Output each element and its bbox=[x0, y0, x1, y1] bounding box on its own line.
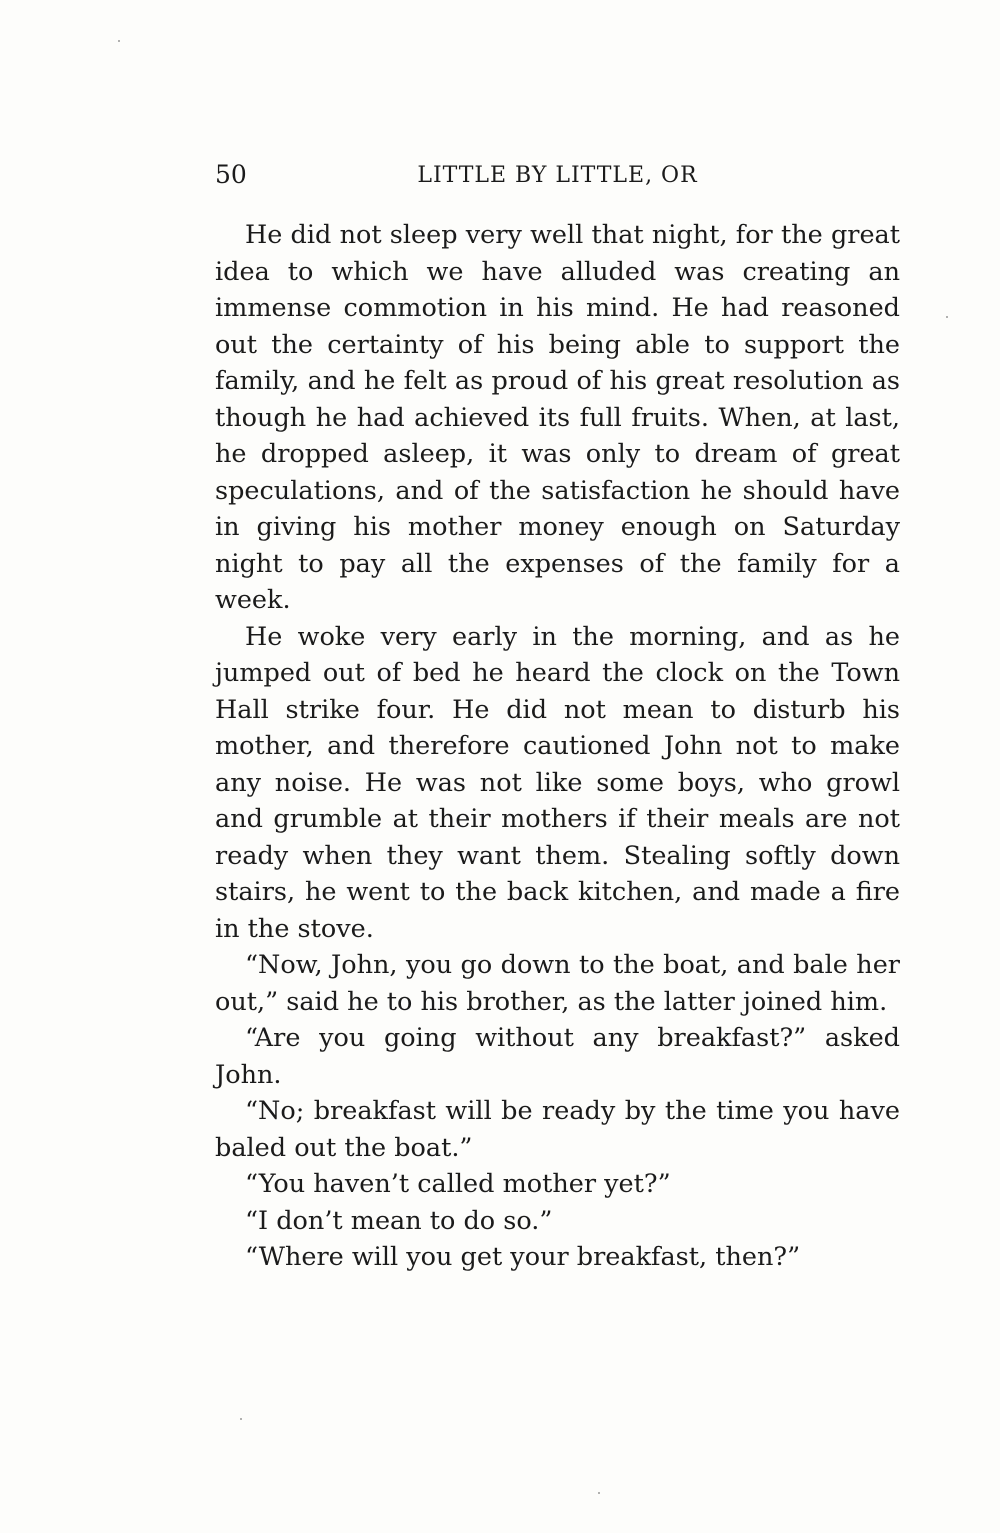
speck bbox=[240, 1418, 242, 1420]
paragraph: “I don’t mean to do so.” bbox=[245, 1205, 553, 1236]
paragraph: “Where will you get your breakfast, then?” bbox=[245, 1242, 801, 1272]
page-number: 50 bbox=[215, 160, 247, 189]
speck bbox=[946, 316, 948, 318]
paragraph: “No; breakfast will be ready by the time you have baled out the boat.” bbox=[215, 1096, 900, 1163]
running-title: LITTLE BY LITTLE, OR bbox=[417, 163, 698, 188]
speck bbox=[118, 40, 120, 42]
paragraph: “Are you going without any breakfast?” asked John. bbox=[215, 1023, 900, 1090]
speck bbox=[598, 1492, 600, 1494]
body-text bbox=[215, 217, 900, 1276]
paragraph: “You haven’t called mother yet?” bbox=[245, 1169, 671, 1199]
paragraph: He did not sleep very well that night, for the great idea to which we have alluded was creating an immense commotion in his mind. He had reasoned out the certainty of his being able to support the family, and he felt as proud of his great resolution as though he had achieved its full fruits. When, at last, he dropped asleep, it was only to dream of great speculations, and of the satisfaction he should have in giving his mother money enough on Saturday night to pay all the expenses of the family for a week. bbox=[215, 220, 900, 615]
paragraph: He woke very early in the morning, and as he jumped out of bed he heard the clock on the Town Hall strike four. He did not mean to disturb his mother, and therefore cautioned John not to make any noise. He was not like some boys, who growl and grumble at their mothers if their meals are not ready when they want them. Stealing softly down stairs, he went to the back kitchen, and made a fire in the stove. bbox=[215, 621, 900, 944]
paragraph: “Now, John, you go down to the boat, and bale her out,” said he to his brother, as the latter joined him. bbox=[215, 950, 900, 1017]
page-header bbox=[215, 160, 900, 200]
